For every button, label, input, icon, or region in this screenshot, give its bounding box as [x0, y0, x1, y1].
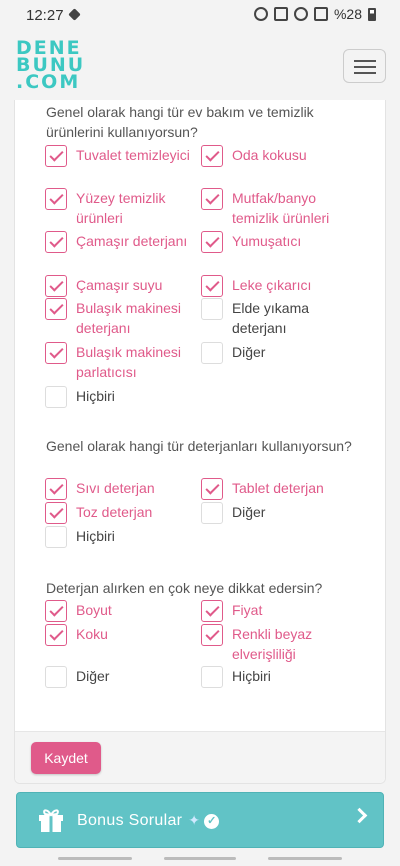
chevron-right-icon — [352, 808, 368, 824]
option-checkbox-item[interactable] — [201, 342, 357, 364]
option-label: Bulaşık makinesi deterjanı — [76, 300, 182, 336]
checkbox[interactable] — [45, 526, 67, 548]
option-label: Mutfak/banyo temizlik ürünleri — [232, 190, 330, 226]
option-label: Diğer — [76, 668, 110, 684]
option-label: Oda kokusu — [232, 147, 307, 163]
nav-back[interactable] — [268, 857, 342, 860]
checkbox[interactable] — [201, 275, 223, 297]
option-checkbox-item[interactable] — [45, 478, 201, 500]
menu-icon-bar — [354, 72, 376, 74]
wifi-icon — [294, 7, 308, 21]
option-checkbox-item[interactable] — [201, 298, 357, 338]
option-label: Hiçbiri — [76, 528, 115, 544]
option-label: Bulaşık makinesi parlatıcısı — [76, 344, 182, 380]
save-button[interactable]: Kaydet — [31, 742, 101, 774]
option-label: Leke çıkarıcı — [232, 277, 312, 293]
option-checkbox-item[interactable] — [201, 188, 357, 228]
checkbox[interactable] — [45, 386, 67, 408]
option-label: Yumuşatıcı — [232, 233, 302, 249]
checkbox[interactable] — [45, 666, 67, 688]
option-checkbox-item[interactable] — [45, 298, 201, 338]
nav-recents[interactable] — [58, 857, 132, 860]
checkbox[interactable] — [201, 231, 223, 253]
checkbox[interactable] — [201, 298, 223, 320]
option-checkbox-item[interactable] — [45, 188, 201, 228]
option-checkbox-item[interactable] — [45, 275, 201, 297]
option-checkbox-item[interactable] — [201, 600, 357, 622]
checkbox[interactable] — [45, 478, 67, 500]
status-bar — [0, 0, 400, 30]
option-checkbox-item[interactable] — [45, 231, 201, 253]
checkbox[interactable] — [45, 502, 67, 524]
status-icons — [254, 6, 376, 22]
option-checkbox-item[interactable] — [45, 624, 201, 646]
sparkle-icon: ✦ — [188, 812, 201, 828]
option-label: Yüzey temizlik ürünleri — [76, 190, 166, 226]
checkbox[interactable] — [45, 298, 67, 320]
status-time: 12:27 — [26, 7, 64, 24]
option-checkbox-item[interactable] — [201, 624, 357, 664]
option-label: Fiyat — [232, 602, 263, 618]
option-label: Boyut — [76, 602, 112, 618]
option-checkbox-item[interactable] — [201, 666, 357, 688]
option-checkbox-item[interactable] — [201, 275, 357, 297]
checkbox[interactable] — [201, 478, 223, 500]
bonus-questions-button[interactable] — [16, 792, 384, 848]
checkbox[interactable] — [201, 342, 223, 364]
menu-button[interactable] — [343, 49, 386, 83]
option-checkbox-item[interactable] — [201, 145, 357, 167]
logo-line-1: DENE — [16, 37, 82, 59]
bonus-label-wrap — [77, 812, 219, 830]
survey-card — [14, 100, 386, 784]
option-label: Çamaşır deterjanı — [76, 233, 188, 249]
checkbox[interactable] — [201, 145, 223, 167]
question-title: Genel olarak hangi tür ev bakım ve temizlik ürünlerini kullanıyorsun? — [46, 104, 314, 140]
battery-icon — [368, 8, 376, 21]
option-label: Elde yıkama deterjanı — [232, 300, 310, 336]
checkbox[interactable] — [201, 666, 223, 688]
option-checkbox-item[interactable] — [45, 386, 201, 408]
bonus-label: Bonus Sorular — [77, 812, 183, 829]
system-nav-bar — [0, 852, 400, 866]
option-label: Tablet deterjan — [232, 480, 324, 496]
checkbox[interactable] — [201, 624, 223, 646]
notification-icon — [68, 8, 80, 20]
checkbox[interactable] — [45, 275, 67, 297]
question-title: Deterjan alırken en çok neye dikkat edersin? — [46, 580, 323, 596]
option-label: Koku — [76, 626, 108, 642]
checkbox[interactable] — [45, 145, 67, 167]
checkbox[interactable] — [45, 342, 67, 364]
checkbox[interactable] — [45, 188, 67, 210]
logo-line-3: .COM — [16, 71, 81, 93]
menu-icon-bar — [354, 66, 376, 68]
checkbox[interactable] — [45, 231, 67, 253]
alarm-icon — [254, 7, 268, 21]
option-checkbox-item[interactable] — [201, 502, 357, 524]
option-label: Renkli beyaz elverişliliği — [232, 626, 313, 662]
checkbox[interactable] — [201, 188, 223, 210]
nav-home[interactable] — [164, 857, 236, 860]
checkbox[interactable] — [45, 624, 67, 646]
option-checkbox-item[interactable] — [45, 342, 201, 382]
option-checkbox-item[interactable] — [45, 526, 201, 548]
question-title: Genel olarak hangi tür deterjanları kullanıyorsun? — [46, 438, 352, 454]
option-checkbox-item[interactable] — [45, 666, 201, 688]
option-checkbox-item[interactable] — [201, 478, 357, 500]
logo-line-2: BUNU — [16, 54, 86, 76]
gift-icon — [37, 807, 65, 833]
option-label: Diğer — [232, 504, 266, 520]
option-label: Sıvı deterjan — [76, 480, 155, 496]
site-header — [0, 30, 400, 100]
option-label: Hiçbiri — [76, 388, 115, 404]
option-checkbox-item[interactable] — [45, 502, 201, 524]
option-label: Çamaşır suyu — [76, 277, 163, 293]
option-checkbox-item[interactable] — [45, 145, 201, 167]
checkbox[interactable] — [45, 600, 67, 622]
option-label: Tuvalet temizleyici — [76, 147, 190, 163]
site-logo[interactable] — [16, 37, 86, 93]
checkbox[interactable] — [201, 600, 223, 622]
option-label: Hiçbiri — [232, 668, 271, 684]
option-checkbox-item[interactable] — [201, 231, 357, 253]
signal-icon — [314, 7, 328, 21]
check-circle-icon: ✓ — [204, 814, 219, 829]
option-checkbox-item[interactable] — [45, 600, 201, 622]
mute-icon — [274, 7, 288, 21]
checkbox[interactable] — [201, 502, 223, 524]
battery-percent: %28 — [333, 6, 362, 22]
option-label: Toz deterjan — [76, 504, 153, 520]
option-label: Diğer — [232, 344, 266, 360]
menu-icon — [354, 60, 376, 62]
